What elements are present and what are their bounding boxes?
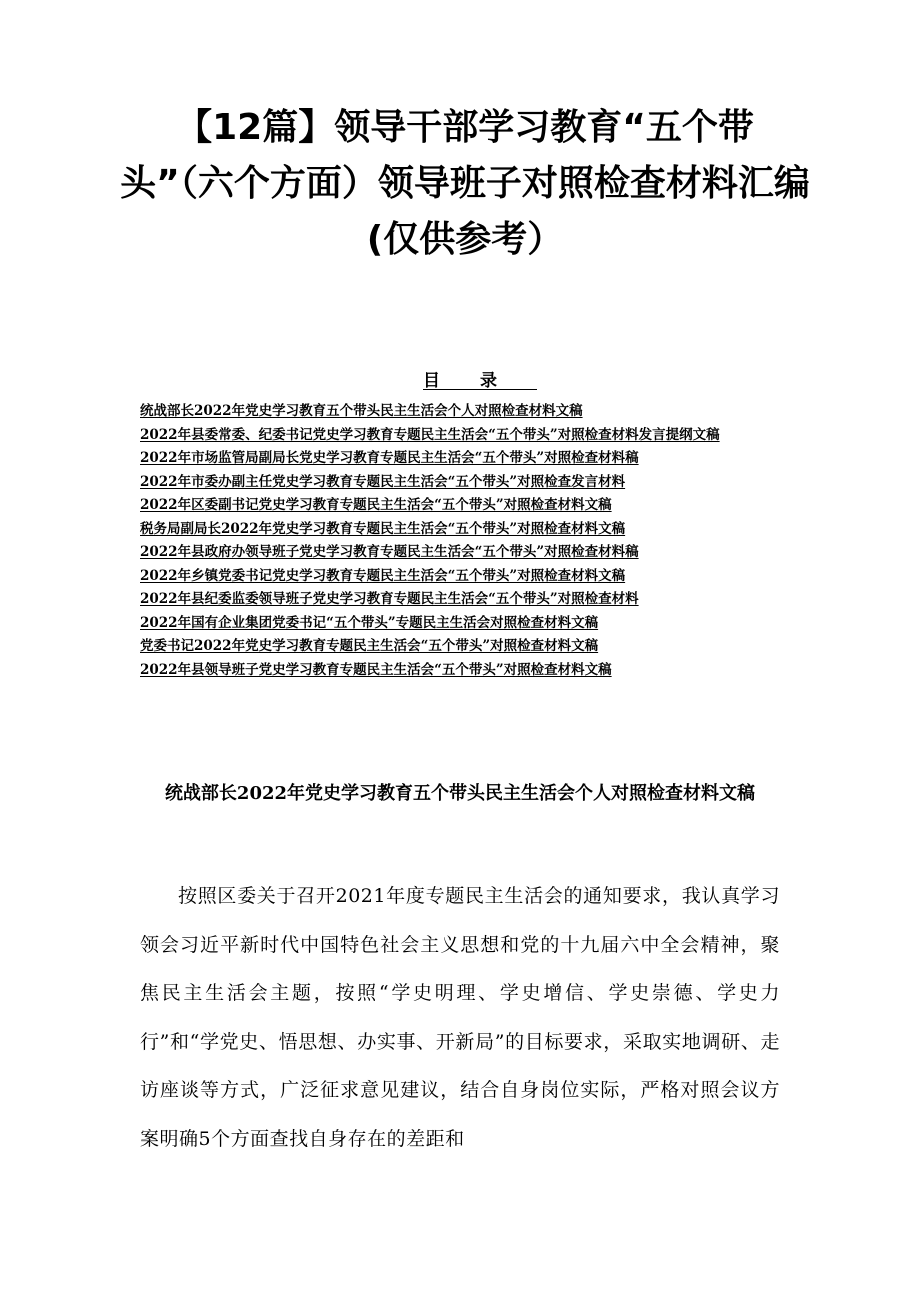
toc-link[interactable]: 2022年县纪委监委领导班子党史学习教育专题民主生活会“五个带头”对照检查材料 [140,591,639,607]
toc-heading [0,366,920,391]
toc-link[interactable]: 统战部长2022年党史学习教育五个带头民主生活会个人对照检查材料文稿 [140,403,583,419]
toc-link[interactable]: 2022年县政府办领导班子党史学习教育专题民主生活会“五个带头”对照检查材料稿 [140,544,639,560]
section-title: 统战部长2022年党史学习教育五个带头民主生活会个人对照检查材料文稿 [164,783,756,804]
toc-link[interactable]: 2022年市委办副主任党史学习教育专题民主生活会“五个带头”对照检查发言材料 [140,473,626,490]
table-of-contents [140,400,780,682]
section-body-paragraph: 按照区委关于召开2021年度专题民主生活会的通知要求，我认真学习领会习近平新时代中国特色社会主义思想和党的十九届六中全会精神，聚焦民主生活会主题，按照“学史明理、学史增信、学史崇德、学史力行”和“学党史、悟思想、办实事、开新局”的目标要求，采取实地调研、走访座谈等方式，广泛征求意见建议，结合自身岗位实际，严格对照会议方案明确5个方面查找自身存在的差距和 [140,885,780,1150]
toc-link[interactable]: 2022年市场监管局副局长党史学习教育专题民主生活会“五个带头”对照检查材料稿 [140,450,639,466]
document-title: 【12篇】领导干部学习教育“五个带头”（六个方面）领导班子对照检查材料汇编(仅供参考） [120,107,810,260]
toc-link[interactable]: 2022年国有企业集团党委书记“五个带头”专题民主生活会对照检查材料文稿 [140,614,599,631]
toc-link[interactable]: 2022年县领导班子党史学习教育专题民主生活会“五个带头”对照检查材料文稿 [140,661,612,678]
toc-link[interactable]: 党委书记2022年党史学习教育专题民主生活会“五个带头”对照检查材料文稿 [140,638,599,654]
toc-link[interactable]: 2022年乡镇党委书记党史学习教育专题民主生活会“五个带头”对照检查材料文稿 [140,567,626,584]
toc-link[interactable]: 2022年县委常委、纪委书记党史学习教育专题民主生活会“五个带头”对照检查材料发言提纲文稿 [140,426,720,443]
toc-link[interactable]: 税务局副局长2022年党史学习教育专题民主生活会“五个带头”对照检查材料文稿 [140,520,626,537]
toc-heading-text: 目录 [423,371,537,391]
toc-link[interactable]: 2022年区委副书记党史学习教育专题民主生活会“五个带头”对照检查材料文稿 [140,497,612,513]
